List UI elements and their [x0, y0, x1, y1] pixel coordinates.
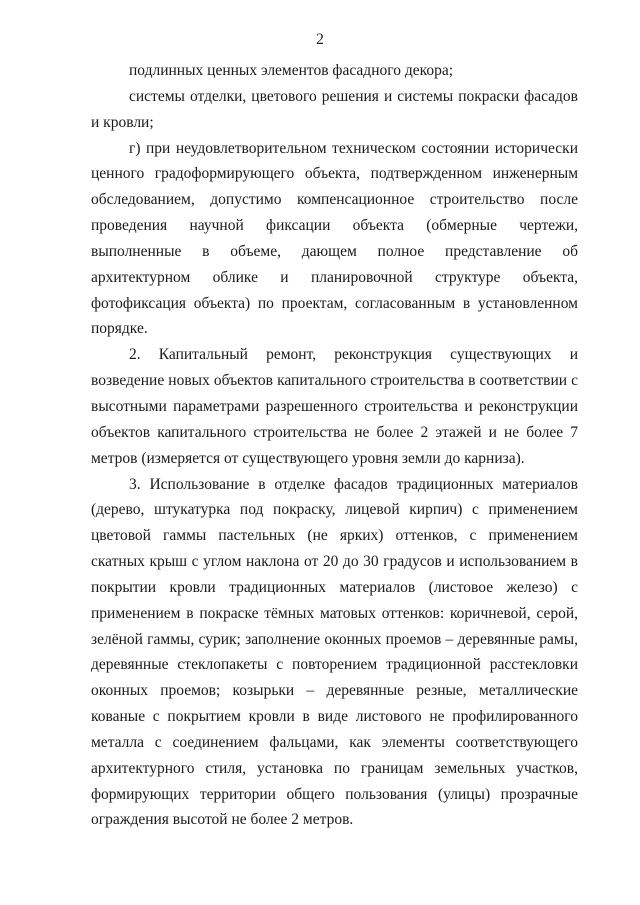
document-body: [91, 58, 578, 833]
paragraph-compensation-construction: г) при неудовлетворительном техническом состоянии исторически ценного градоформирующего объекта, подтвержденном инженерным обследованием, допустимо компенсационное строительство после проведения научной фиксации объекта (обмерные чертежи, выполненные в объеме, дающем полное представление об архитектурном облике и планировочной структуре объекта, фотофиксация объекта) по проектам, согласованным в установленном порядке.: [91, 139, 578, 338]
paragraph-decor-elements: подлинных ценных элементов фасадного декора;: [129, 62, 454, 79]
paragraph-finishing-systems: системы отделки, цветового решения и системы покраски фасадов и кровли;: [91, 87, 578, 131]
paragraph-facade-materials: 3. Использование в отделке фасадов традиционных материалов (дерево, штукатурка под покраску, лицевой кирпич) с применением цветовой гаммы пастельных (не ярких) оттенков, с применением скатных крыш с углом наклона от 20 до 30 градусов и использованием в покрытии кровли традиционных материалов (листовое железо) с применением в покраске тёмных матовых оттенков: коричневой, серой, зелёной гаммы, сурик; заполнение оконных проемов – деревянные рамы, деревянные стеклопакеты с повторением традиционной расстекловки оконных проемов; козырьки – деревянные резные, металлические кованые с покрытием кровли в виде листового не профилированного металла с соединением фальцами, как элементы соответствующего архитектурного стиля, установка по границам земельных участков, формирующих территории общего пользования (улицы) прозрачные ограждения высотой не более 2 метров.: [91, 475, 578, 829]
paragraph-height-parameters: 2. Капитальный ремонт, реконструкция существующих и возведение новых объектов капитального строительства в соответствии с высотными параметрами разрешенного строительства и реконструкции объектов капитального строительства не более 2 этажей и не более 7 метров (измеряется от существующего уровня земли до карниза).: [91, 346, 578, 467]
page-number: 2: [316, 31, 324, 48]
